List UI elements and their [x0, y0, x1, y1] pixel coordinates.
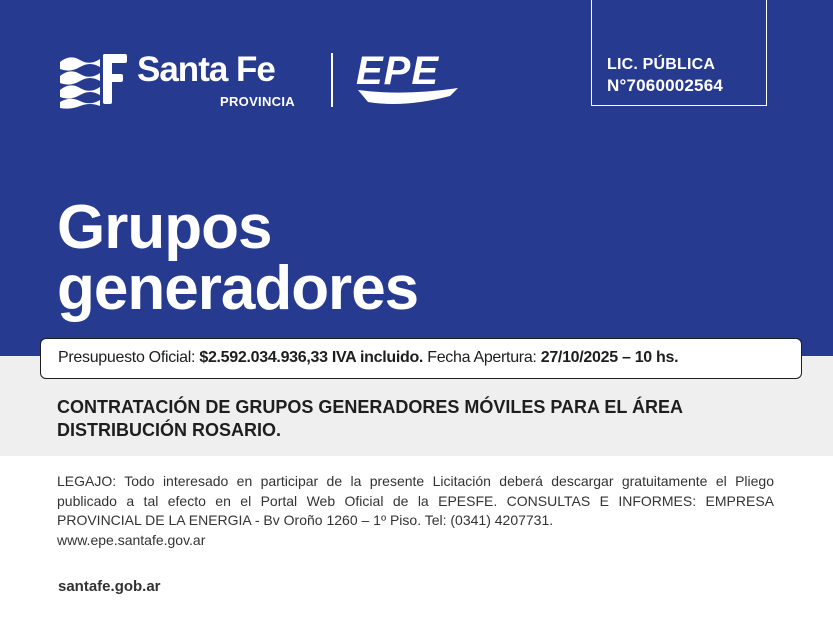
title-line-2: generadores: [57, 254, 419, 323]
brand-subtitle: PROVINCIA: [220, 94, 295, 109]
license-label: LIC. PÚBLICA: [607, 56, 716, 73]
license-box: [591, 0, 767, 106]
license-number: N°7060002564: [607, 76, 724, 95]
opening-label: Fecha Apertura:: [427, 349, 537, 366]
budget-amount: $2.592.034.936,33 IVA incluido.: [199, 349, 424, 366]
opening-date: 27/10/2025 – 10 hs.: [540, 349, 679, 366]
legajo-text: LEGAJO: Todo interesado en participar de la presente Licitación deberá descargar gratuitamente el Pliego publicado a tal efecto en el Portal Web Oficial de la EPESFE. CONSULTAS E INFORMES: EMPRESA PROVINCIAL DE LA ENERGIA - Bv Oroño 1260 – 1º Piso. Tel: (0341) 4207731.: [57, 473, 774, 528]
budget-label: Presupuesto Oficial:: [58, 349, 196, 366]
budget-bar: [40, 338, 802, 379]
epe-logo: [354, 50, 462, 108]
legajo-block: [57, 472, 774, 550]
title-line-1: Grupos: [57, 193, 272, 262]
footer-url-link[interactable]: santafe.gob.ar: [58, 578, 161, 595]
epe-logo-text: EPE: [356, 50, 440, 93]
epe-website-link[interactable]: www.epe.santafe.gov.ar: [57, 531, 206, 548]
santa-fe-emblem-icon: [58, 50, 130, 110]
brand-name: Santa Fe: [137, 50, 275, 89]
logo-divider: [331, 53, 333, 107]
tender-description: CONTRATACIÓN DE GRUPOS GENERADORES MÓVILES PARA EL ÁREA DISTRIBUCIÓN ROSARIO.: [57, 397, 683, 440]
